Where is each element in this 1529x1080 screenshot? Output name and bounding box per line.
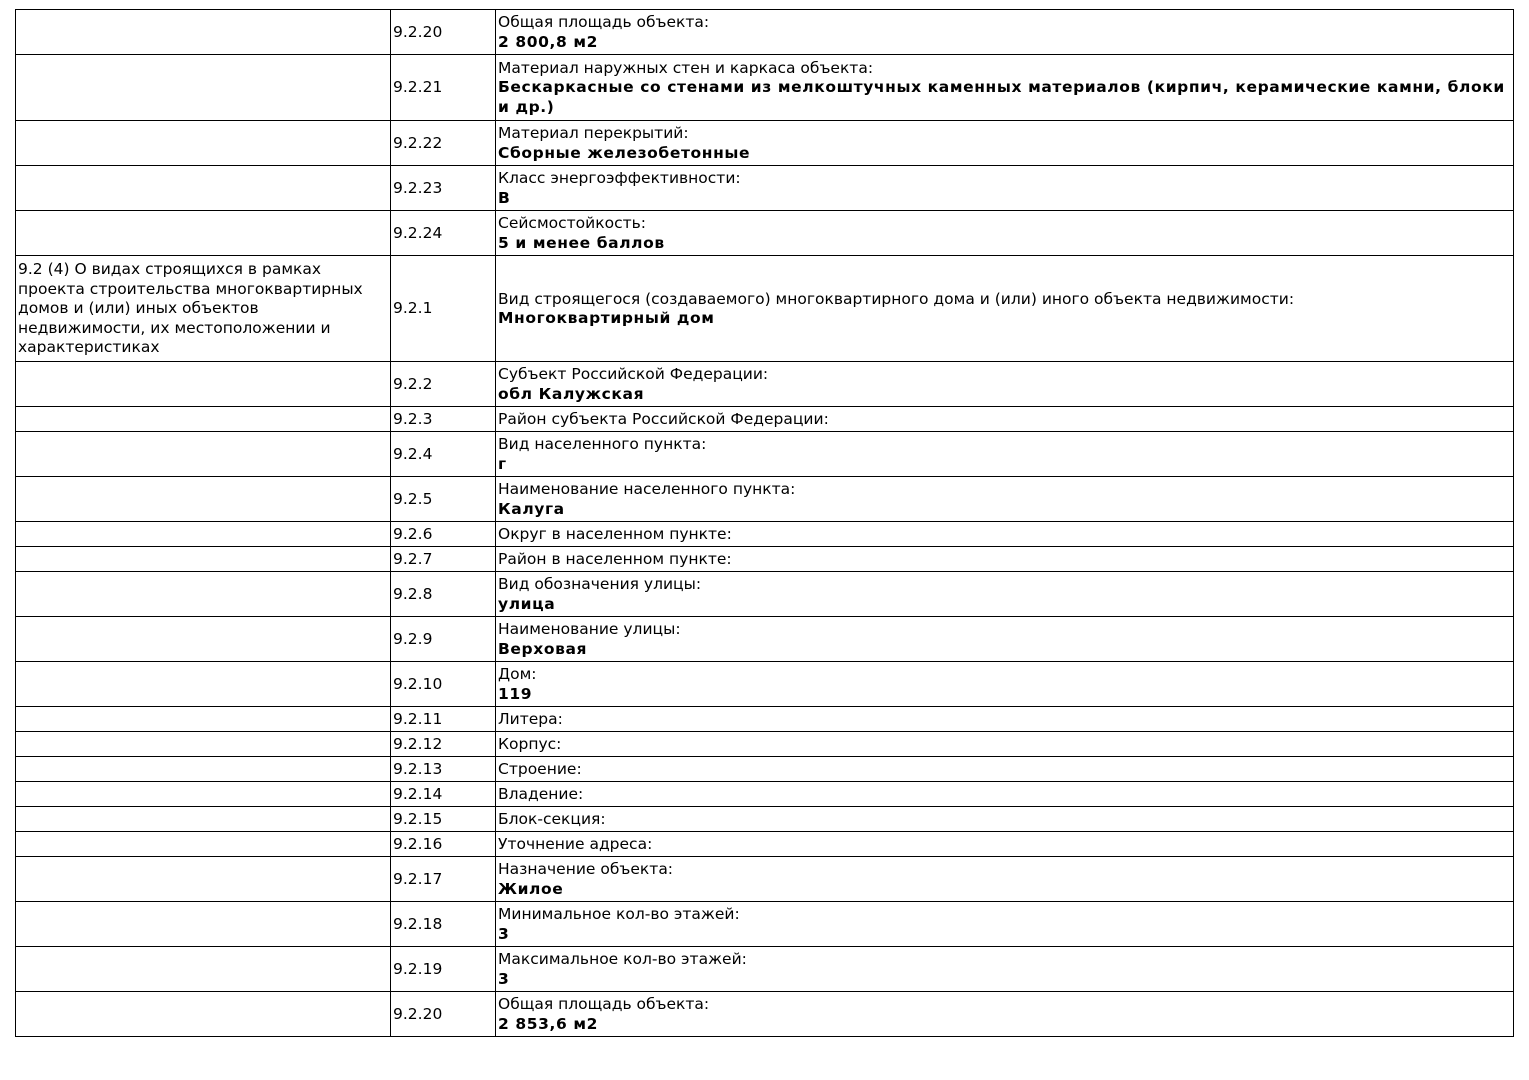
field-label: Субъект Российской Федерации: xyxy=(498,365,769,383)
table-row xyxy=(16,782,1514,807)
section-cell xyxy=(16,947,391,992)
field-value: Калуга xyxy=(498,499,565,518)
table-row xyxy=(16,832,1514,857)
field-cell xyxy=(496,992,1514,1037)
field-label: Вид строящегося (создаваемого) многоквартирного дома и (или) иного объекта недвижимости: xyxy=(498,289,1295,308)
code-cell: 9.2.9 xyxy=(391,617,496,662)
section-cell: 9.2 (4) О видах строящихся в рамках проекта строительства многоквартирных домов и (или) иных объектов недвижимости, их местоположении и характеристиках xyxy=(16,256,391,362)
field-label: Корпус: xyxy=(498,734,562,753)
code-cell: 9.2.17 xyxy=(391,857,496,902)
table-row xyxy=(16,617,1514,662)
section-cell xyxy=(16,407,391,432)
field-cell xyxy=(496,707,1514,732)
field-value: Сборные железобетонные xyxy=(498,143,751,162)
table-row xyxy=(16,55,1514,121)
field-cell xyxy=(496,362,1514,407)
section-cell xyxy=(16,432,391,477)
section-cell xyxy=(16,617,391,662)
field-label: Вид обозначения улицы: xyxy=(498,575,702,593)
field-cell xyxy=(496,782,1514,807)
field-label: Владение: xyxy=(498,784,584,803)
field-value: 2 800,8 м2 xyxy=(498,32,599,51)
code-cell: 9.2.4 xyxy=(391,432,496,477)
field-cell xyxy=(496,662,1514,707)
field-value: обл Калужская xyxy=(498,384,645,403)
table-row xyxy=(16,947,1514,992)
field-value: 119 xyxy=(498,684,533,703)
code-cell: 9.2.11 xyxy=(391,707,496,732)
section-cell xyxy=(16,121,391,166)
field-value: 5 и менее баллов xyxy=(498,233,665,252)
code-cell: 9.2.8 xyxy=(391,572,496,617)
field-label: Наименование улицы: xyxy=(498,620,681,638)
field-cell xyxy=(496,832,1514,857)
field-value: Жилое xyxy=(498,879,564,898)
field-label: Минимальное кол-во этажей: xyxy=(498,905,740,923)
code-cell: 9.2.1 xyxy=(391,256,496,362)
field-label: Назначение объекта: xyxy=(498,860,674,878)
field-label: Вид населенного пункта: xyxy=(498,435,707,453)
section-cell xyxy=(16,992,391,1037)
field-label: Материал перекрытий: xyxy=(498,124,689,142)
code-cell: 9.2.22 xyxy=(391,121,496,166)
code-cell: 9.2.10 xyxy=(391,662,496,707)
table-row xyxy=(16,992,1514,1037)
field-label: Строение: xyxy=(498,759,582,778)
field-value: 2 853,6 м2 xyxy=(498,1014,599,1033)
field-label: Блок-секция: xyxy=(498,809,606,828)
field-value: B xyxy=(498,188,511,207)
field-value: Бескаркасные со стенами из мелкоштучных каменных материалов (кирпич, керамические камни, блоки и др.) xyxy=(498,78,1505,116)
field-cell xyxy=(496,10,1514,55)
section-cell xyxy=(16,55,391,121)
table-row xyxy=(16,121,1514,166)
section-cell xyxy=(16,832,391,857)
field-cell xyxy=(496,572,1514,617)
section-cell xyxy=(16,757,391,782)
code-cell: 9.2.15 xyxy=(391,807,496,832)
field-label: Округ в населенном пункте: xyxy=(498,524,732,543)
field-label: Максимальное кол-во этажей: xyxy=(498,950,747,968)
table-row xyxy=(16,757,1514,782)
field-value: 3 xyxy=(498,969,510,988)
field-cell xyxy=(496,121,1514,166)
table-row xyxy=(16,547,1514,572)
section-cell xyxy=(16,902,391,947)
table-row xyxy=(16,707,1514,732)
field-label: Наименование населенного пункта: xyxy=(498,480,796,498)
field-value: г xyxy=(498,454,507,473)
code-cell: 9.2.6 xyxy=(391,522,496,547)
field-cell xyxy=(496,432,1514,477)
field-value: Многоквартирный дом xyxy=(498,309,715,327)
field-label: Литера: xyxy=(498,709,563,728)
field-cell xyxy=(496,522,1514,547)
field-label: Дом: xyxy=(498,665,537,683)
section-cell xyxy=(16,807,391,832)
field-cell xyxy=(496,807,1514,832)
field-label: Общая площадь объекта: xyxy=(498,995,710,1013)
code-cell: 9.2.21 xyxy=(391,55,496,121)
field-label: Район субъекта Российской Федерации: xyxy=(498,409,829,428)
section-cell xyxy=(16,782,391,807)
section-cell xyxy=(16,522,391,547)
section-cell xyxy=(16,707,391,732)
code-cell: 9.2.16 xyxy=(391,832,496,857)
table-row xyxy=(16,10,1514,55)
code-cell: 9.2.13 xyxy=(391,757,496,782)
section-cell xyxy=(16,857,391,902)
table-row xyxy=(16,662,1514,707)
code-cell: 9.2.20 xyxy=(391,992,496,1037)
section-cell xyxy=(16,572,391,617)
section-cell xyxy=(16,10,391,55)
field-label: Материал наружных стен и каркаса объекта: xyxy=(498,58,874,77)
table-row xyxy=(16,256,1514,362)
field-cell xyxy=(496,732,1514,757)
code-cell: 9.2.23 xyxy=(391,166,496,211)
field-cell xyxy=(496,617,1514,662)
code-cell: 9.2.3 xyxy=(391,407,496,432)
table-row xyxy=(16,362,1514,407)
field-label: Класс энергоэффективности: xyxy=(498,169,741,187)
field-cell xyxy=(496,547,1514,572)
field-label: Общая площадь объекта: xyxy=(498,13,710,31)
section-cell xyxy=(16,662,391,707)
table-row xyxy=(16,211,1514,256)
section-cell xyxy=(16,362,391,407)
code-cell: 9.2.5 xyxy=(391,477,496,522)
field-cell xyxy=(496,166,1514,211)
table-body xyxy=(16,10,1514,1037)
code-cell: 9.2.12 xyxy=(391,732,496,757)
code-cell: 9.2.2 xyxy=(391,362,496,407)
table-row xyxy=(16,477,1514,522)
field-label: Сейсмостойкость: xyxy=(498,214,646,232)
table-row xyxy=(16,857,1514,902)
code-cell: 9.2.18 xyxy=(391,902,496,947)
field-value: улица xyxy=(498,594,556,613)
table-row xyxy=(16,732,1514,757)
table-row xyxy=(16,166,1514,211)
section-cell xyxy=(16,166,391,211)
section-cell xyxy=(16,547,391,572)
field-label: Уточнение адреса: xyxy=(498,834,653,853)
code-cell: 9.2.14 xyxy=(391,782,496,807)
field-cell xyxy=(496,757,1514,782)
field-value: Верховая xyxy=(498,639,588,658)
code-cell: 9.2.19 xyxy=(391,947,496,992)
table-row xyxy=(16,432,1514,477)
table-row xyxy=(16,807,1514,832)
section-cell xyxy=(16,211,391,256)
field-label: Район в населенном пункте: xyxy=(498,549,732,568)
table-row xyxy=(16,572,1514,617)
field-cell xyxy=(496,407,1514,432)
table-row xyxy=(16,902,1514,947)
table-row xyxy=(16,522,1514,547)
field-cell xyxy=(496,256,1514,362)
field-cell xyxy=(496,902,1514,947)
code-cell: 9.2.7 xyxy=(391,547,496,572)
section-cell xyxy=(16,477,391,522)
field-cell xyxy=(496,211,1514,256)
code-cell: 9.2.20 xyxy=(391,10,496,55)
code-cell: 9.2.24 xyxy=(391,211,496,256)
field-cell xyxy=(496,857,1514,902)
table-row xyxy=(16,407,1514,432)
section-cell xyxy=(16,732,391,757)
field-cell xyxy=(496,477,1514,522)
declaration-table xyxy=(15,9,1514,1037)
field-cell xyxy=(496,55,1514,121)
field-value: 3 xyxy=(498,924,510,943)
field-cell xyxy=(496,947,1514,992)
